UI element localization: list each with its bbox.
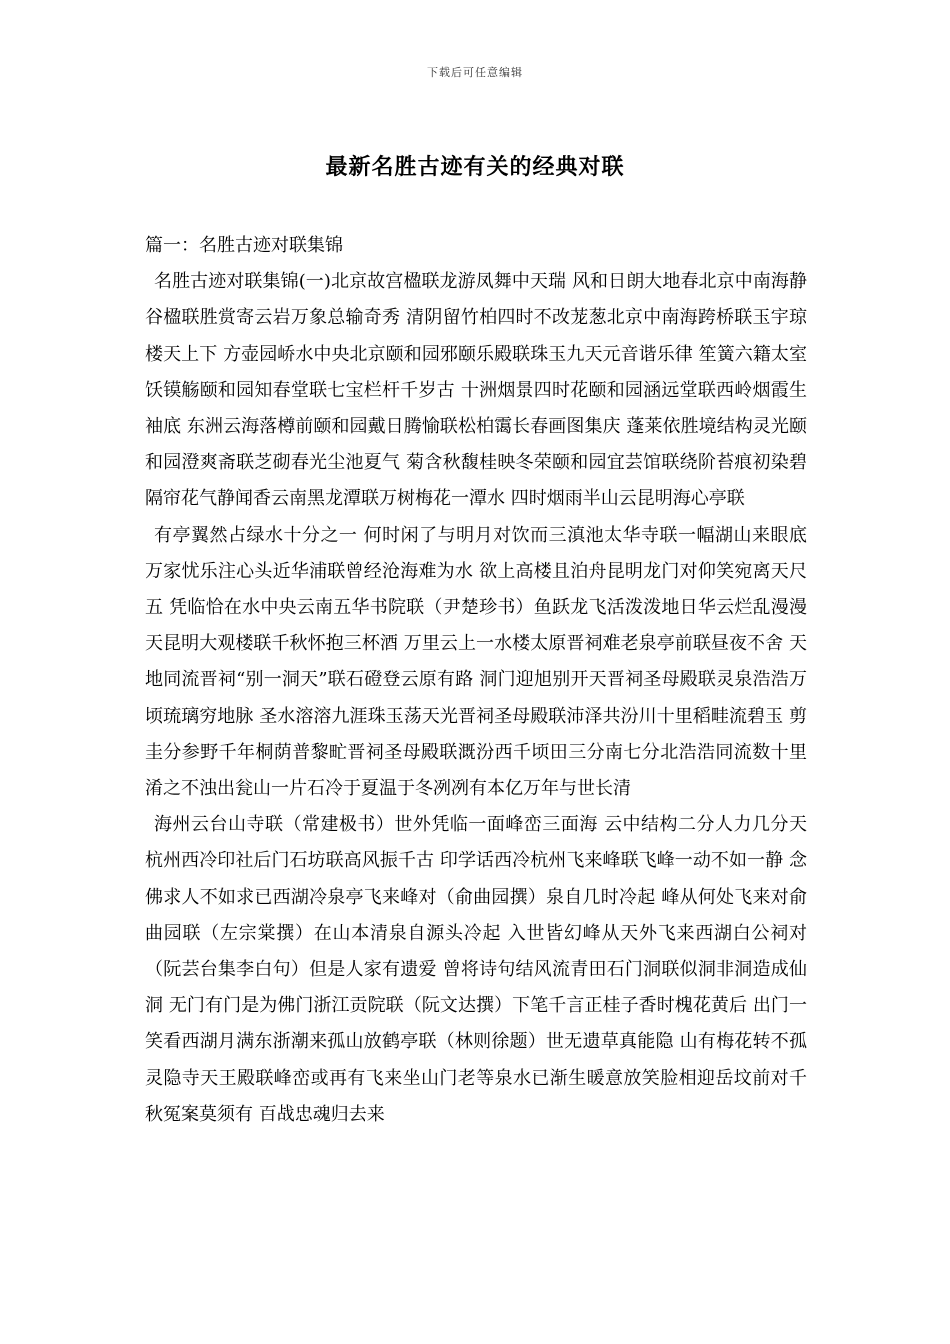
document-body xyxy=(145,228,807,1133)
paragraph: 有亭翼然占绿水十分之一 何时闲了与明月对饮而三滇池太华寺联一幅湖山来眼底 万家忧乐注心头近华浦联曾经沧海难为水 欲上高楼且泊舟昆明龙门对仰笑宛离天尺五 凭临恰在水中央云南五华书院联（尹楚珍书）鱼跃龙飞活泼泼地日华云烂乱漫漫天昆明大观楼联千秋怀抱三杯酒 万里云上一水楼太原晋祠难老泉亭前联昼夜不舍 天地同流晋祠“别一洞天”联石磴登云原有路 洞门迎旭别开天晋祠圣母殿联灵泉浩浩万顷琉璃穷地脉 圣水溶溶九涯珠玉荡天光晋祠圣母殿联沛泽共汾川十里稻畦流碧玉 剪圭分参野千年桐荫普黎甿晋祠圣母殿联溉汾西千顷田三分南七分北浩浩同流数十里淆之不浊出瓮山一片石冷于夏温于冬冽冽有本亿万年与世长清 xyxy=(145,524,807,800)
header-note: 下载后可任意编辑 xyxy=(427,66,523,79)
section-heading: 篇一：名胜古迹对联集锦 xyxy=(145,235,343,256)
paragraph: 名胜古迹对联集锦(一)北京故宫楹联龙游凤舞中天瑞 风和日朗大地春北京中南海静谷楹联胜赏寄云岩万象总输奇秀 清阴留竹柏四时不改茏葱北京中南海跨桥联玉宇琼楼天上下 方壶园峤水中央北京颐和园邪颐乐殿联珠玉九天元音谐乐律 笙簧六籍太室饫镆觞颐和园知春堂联七宝栏杆千岁古 十洲烟景四时花颐和园涵远堂联西岭烟霞生袖底 东洲云海落樽前颐和园戴日腾愉联松柏霭长春画图集庆 蓬莱依胜境结构灵光颐和园澄爽斋联芝砌春光尘池夏气 菊含秋馥桂映冬荣颐和园宜芸馆联绕阶苔痕初染碧 隔帘花气静闻香云南黑龙潭联万树梅花一潭水 四时烟雨半山云昆明海心亭联 xyxy=(145,271,807,510)
paragraph: 海州云台山寺联（常建极书）世外凭临一面峰峦三面海 云中结构二分人力几分天杭州西冷印社后门石坊联高风振千古 印学话西冷杭州飞来峰联飞峰一动不如一静 念佛求人不如求已西湖冷泉亭飞来峰对（俞曲园撰）泉自几时冷起 峰从何处飞来对俞曲园联（左宗棠撰）在山本清泉自源头冷起 入世皆幻峰从天外飞来西湖白公祠对（阮芸台集李白句）但是人家有遗爱 曾将诗句结风流青田石门洞联似洞非洞造成仙洞 无门有门是为佛门浙江贡院联（阮文达撰）下笔千言正桂子香时槐花黄后 出门一笑看西湖月满东浙潮来孤山放鹤亭联（林则徐题）世无遗草真能隐 山有梅花转不孤灵隐寺天王殿联峰峦或再有飞来坐山门老等泉水已渐生暖意放笑脸相迎岳坟前对千秋冤案莫须有 百战忠魂归去来 xyxy=(145,814,807,1125)
document-title: 最新名胜古迹有关的经典对联 xyxy=(325,154,625,180)
